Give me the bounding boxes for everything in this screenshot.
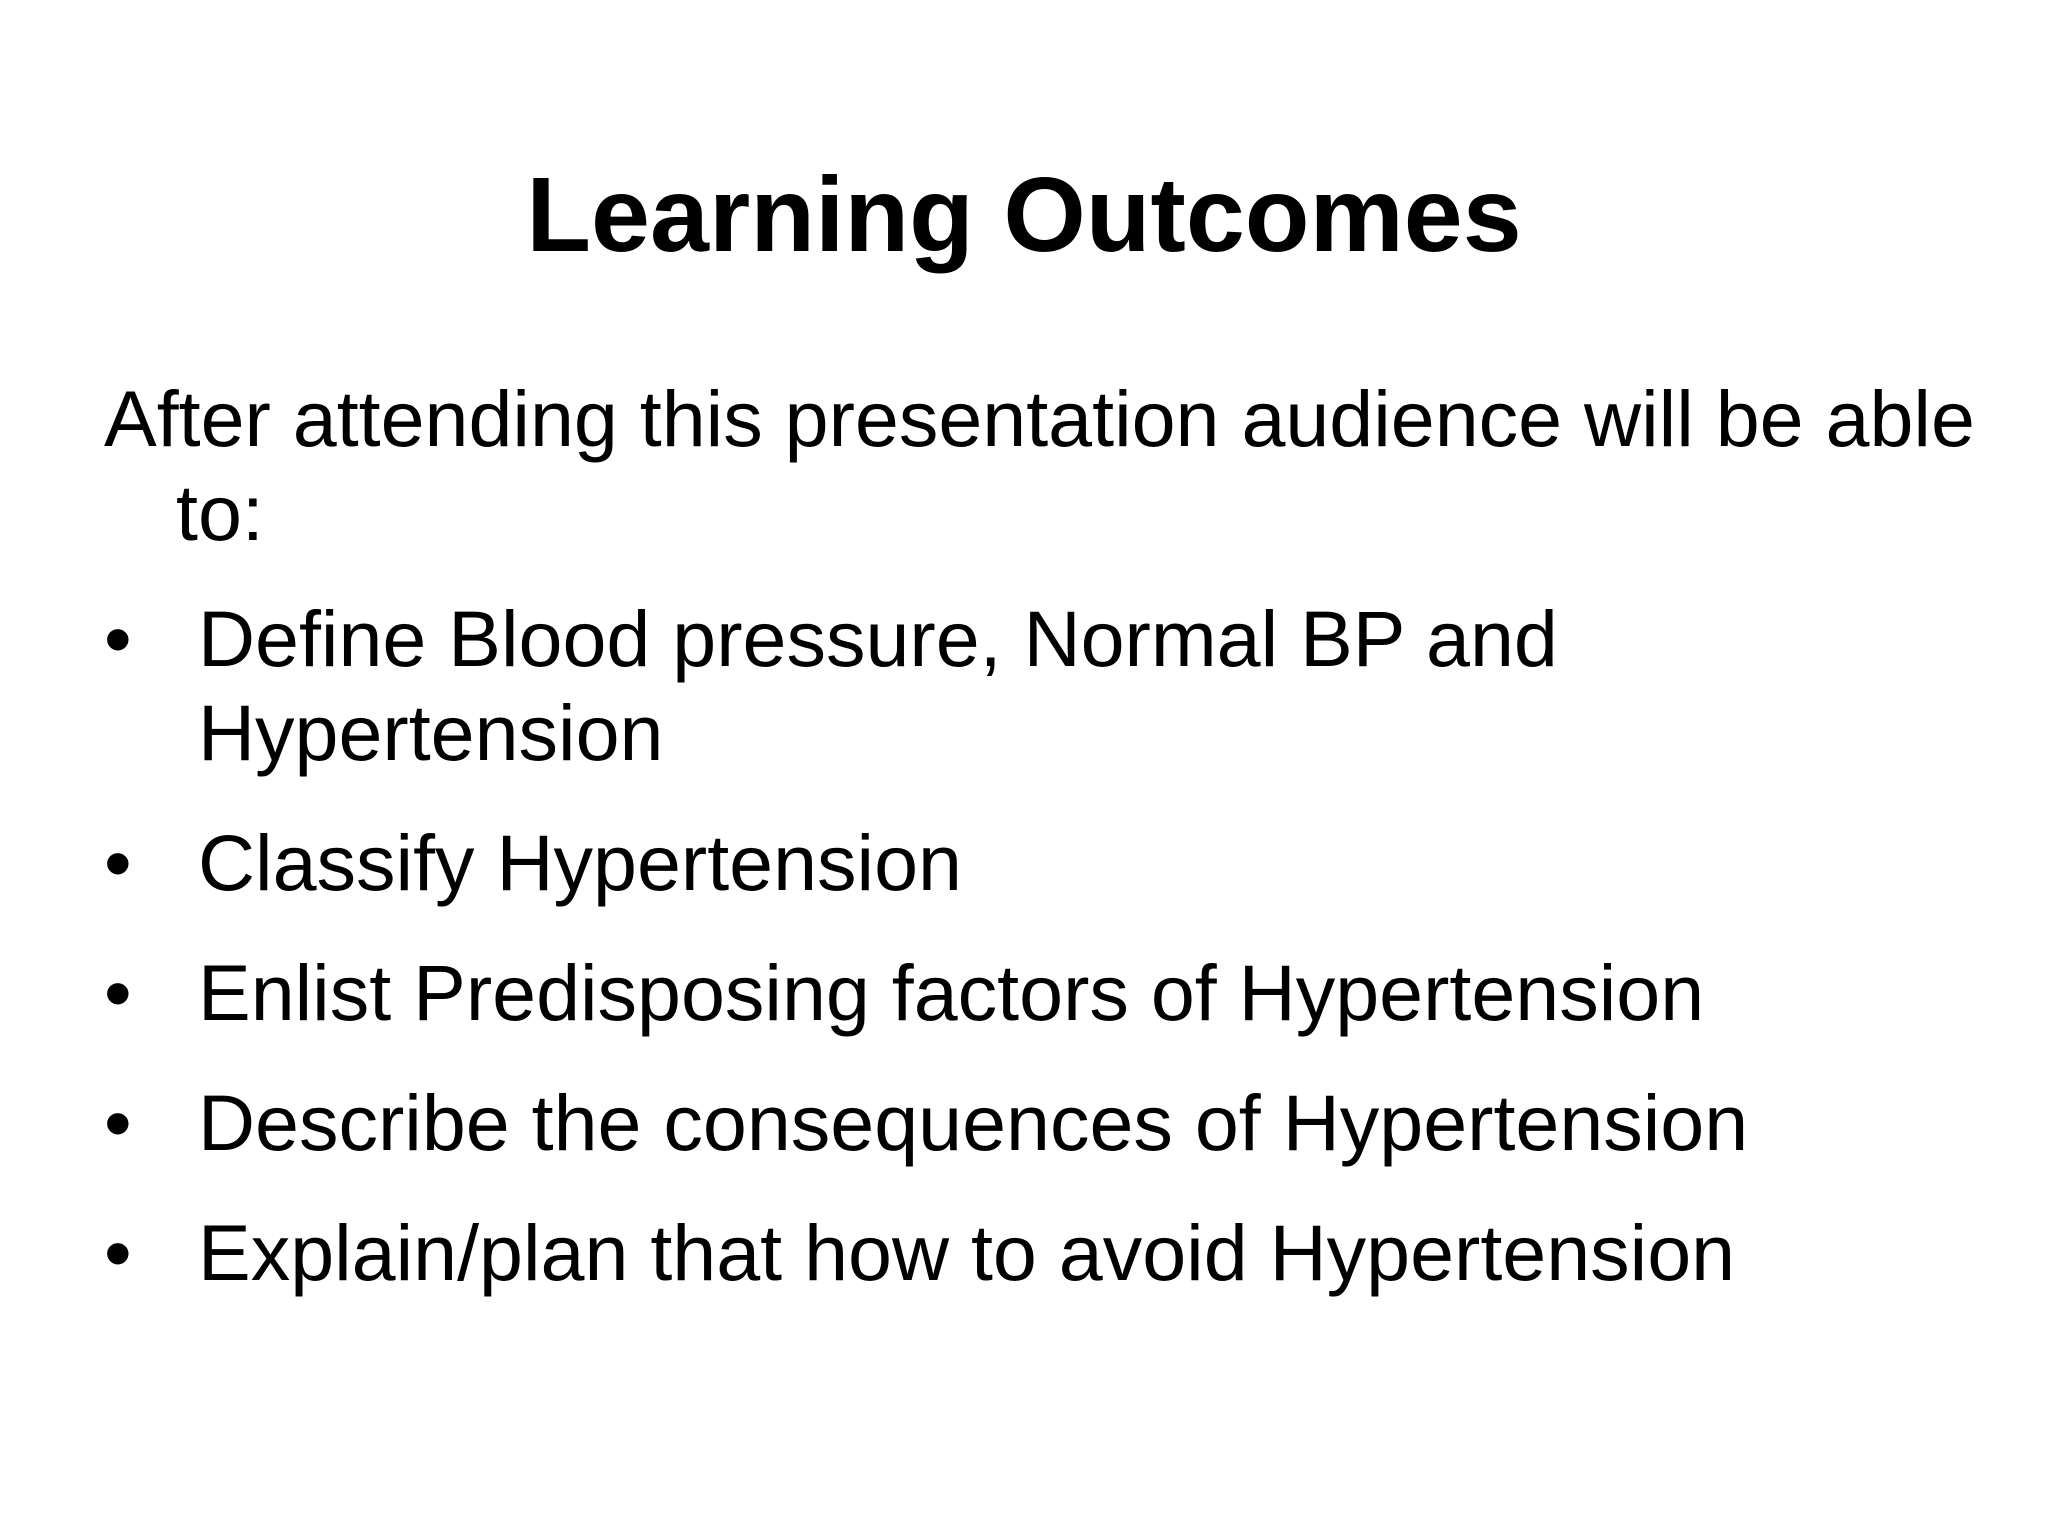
outcome-text: Describe the consequences of Hypertension — [198, 1078, 1749, 1167]
bullet-icon: • — [104, 594, 132, 683]
bullet-icon: • — [104, 818, 132, 907]
list-item — [104, 946, 1964, 1040]
outcome-text: Enlist Predisposing factors of Hypertension — [198, 948, 1705, 1037]
outcome-text: Define Blood pressure, Normal BP and Hypertension — [198, 594, 1558, 777]
learning-outcomes-list — [104, 592, 1964, 1336]
outcome-text: Explain/plan that how to avoid Hypertension — [198, 1208, 1736, 1297]
outcome-text: Classify Hypertension — [198, 818, 962, 907]
intro-text: After attending this presentation audience will be able to: — [104, 374, 1975, 557]
list-item — [104, 816, 1964, 910]
list-item — [104, 1206, 1964, 1300]
bullet-icon: • — [104, 1208, 132, 1297]
slide-title: Learning Outcomes — [526, 156, 1522, 274]
list-item — [104, 592, 1964, 780]
bullet-icon: • — [104, 948, 132, 1037]
list-item — [104, 1076, 1964, 1170]
bullet-icon: • — [104, 1078, 132, 1167]
